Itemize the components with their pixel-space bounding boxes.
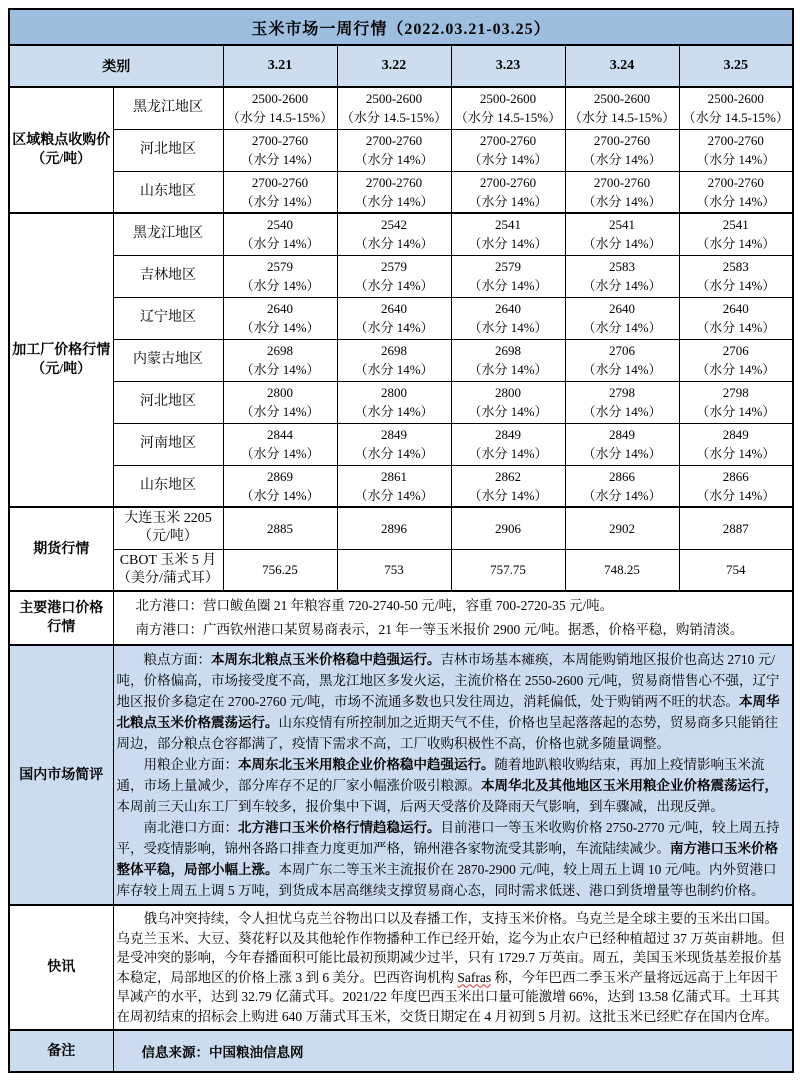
factory-price-value-cell xyxy=(223,255,337,297)
factory-price-value-cell xyxy=(565,213,679,255)
moisture-note: （水分 14%） xyxy=(354,236,434,252)
moisture-note: （水分 14%） xyxy=(582,404,662,419)
moisture-note: （水分 14%） xyxy=(582,320,662,335)
moisture-note: （水分 14%） xyxy=(240,446,320,461)
factory-price-row-name xyxy=(113,213,223,255)
factory-price-row xyxy=(9,255,793,297)
factory-price-value-cell xyxy=(223,339,337,381)
section-factory-price xyxy=(9,213,793,507)
moisture-note: （水分 14%） xyxy=(696,193,776,209)
text-run: 本周东北粮点玉米价格稳中趋强运行。 xyxy=(211,652,441,667)
section-futures xyxy=(9,507,793,591)
price-value: 2849 xyxy=(495,427,521,442)
moisture-note: （水分 14%） xyxy=(582,446,662,461)
section-remark xyxy=(9,1030,793,1072)
text-run: 本周华北及其他地区玉米用粮企业价格震荡运行， xyxy=(481,778,778,793)
text-line: 行情 xyxy=(47,620,76,635)
row-name-line: 山东地区 xyxy=(140,183,196,199)
text-run: 吉林市场基本瘫痪，本周能购销地区报价也高达 2710 元/吨，价格偏高，市场接受度不高，黑龙江地区多发火运，主流价格在 2550-2600 元/吨，贸易商惜售心不强，辽宁地区报价多稳定在 2700-2760 元/吨，市场不流通多数也只发往周边，消耗偏低，处于购销两不旺的状态。 xyxy=(116,652,780,709)
factory-price-value-cell xyxy=(565,339,679,381)
price-value: 2640 xyxy=(722,301,749,316)
moisture-note: （水分 14%） xyxy=(468,446,548,461)
region-purchase-value-cell xyxy=(565,129,679,171)
price-value: 2700-2760 xyxy=(707,133,764,148)
region-purchase-value-cell xyxy=(679,129,793,171)
column-header-row xyxy=(9,45,793,87)
review-paragraph-ports xyxy=(117,817,790,901)
text-run: 用粮企业方面： xyxy=(143,757,238,772)
region-purchase-row-name xyxy=(113,129,223,171)
region-purchase-value-cell xyxy=(679,87,793,129)
factory-price-value-cell xyxy=(337,423,451,465)
text-run: 称，今年巴西二季玉米产量将远远高于上年因干旱减产的水平，达到 32.79 亿蒲式耳。2021/22 年度巴西玉米出口量可能激增 66%，达到 13.58 亿蒲式耳。土耳其在周初结束的招标会上购进 640 万蒲式耳玉米，交货日期定在 4 月初到 5 月初。这批玉米已经贮存在国内仓库。 xyxy=(116,969,780,1024)
factory-price-value-cell xyxy=(451,423,565,465)
price-value: 756.25 xyxy=(262,562,298,578)
price-value: 2700-2760 xyxy=(251,133,309,148)
price-value: 2640 xyxy=(609,301,635,316)
row-name-line: CBOT 玉米 5 月 xyxy=(119,552,217,568)
moisture-note: （水分 14%） xyxy=(354,362,434,377)
factory-price-row xyxy=(9,297,793,339)
factory-price-value-cell xyxy=(223,297,337,339)
text-run: 粮点方面： xyxy=(143,652,211,667)
ports-price-text xyxy=(113,591,793,645)
price-value: 2902 xyxy=(609,520,635,536)
futures-value-cell xyxy=(565,549,679,591)
section-label-line: 加工厂价格行情 xyxy=(12,343,111,358)
region-purchase-value-cell xyxy=(223,171,337,213)
row-name-line: 内蒙古地区 xyxy=(133,352,203,367)
section-news xyxy=(9,905,793,1030)
price-value: 2706 xyxy=(609,343,635,358)
region-purchase-label xyxy=(9,87,113,213)
text-run: 山东疫情有所控制加之近期天气不佳，价格也呈起落落起的态势，贸易商多只能销往周边，部分粮点仓容都满了，疫情下需求不高，工厂收购积极性不高，价格也就多随量调整。 xyxy=(116,715,778,751)
moisture-note: （水分 14%） xyxy=(696,487,776,503)
price-value: 2698 xyxy=(495,343,521,358)
futures-value-cell xyxy=(223,549,337,591)
moisture-note: （水分 14.5-15%） xyxy=(226,110,334,126)
price-value: 2541 xyxy=(495,217,521,233)
factory-price-row xyxy=(9,381,793,423)
price-value: 2700-2760 xyxy=(479,174,537,190)
factory-price-value-cell xyxy=(679,423,793,465)
price-value: 2798 xyxy=(722,385,749,400)
page-title: 玉米市场一周行情（2022.03.21-03.25） xyxy=(9,9,793,45)
futures-value-cell xyxy=(679,549,793,591)
moisture-note: （水分 14%） xyxy=(354,404,434,419)
price-value: 2885 xyxy=(267,520,293,536)
price-value: 2700-2760 xyxy=(479,133,537,148)
price-value: 2700-2760 xyxy=(593,133,651,148)
factory-price-value-cell xyxy=(223,423,337,465)
price-value: 2800 xyxy=(267,385,293,400)
futures-value-cell xyxy=(223,507,337,549)
moisture-note: （水分 14%） xyxy=(696,278,776,293)
price-value: 2869 xyxy=(267,468,293,484)
moisture-note: （水分 14%） xyxy=(354,193,434,209)
moisture-note: （水分 14%） xyxy=(354,446,434,461)
factory-price-value-cell xyxy=(679,339,793,381)
factory-price-value-cell xyxy=(337,465,451,507)
factory-price-value-cell xyxy=(679,255,793,297)
price-value: 2896 xyxy=(381,520,407,536)
category-header: 类别 xyxy=(9,45,223,87)
region-purchase-value-cell xyxy=(451,87,565,129)
text-line: 南方港口：广西钦州港口某贸易商表示，21 年一等玉米报价 2900 元/吨。据悉，价格平稳，购销清淡。 xyxy=(135,622,744,637)
ports-section-label xyxy=(9,591,113,645)
price-value: 748.25 xyxy=(604,562,640,578)
moisture-note: （水分 14%） xyxy=(582,278,662,293)
text-run: 本周华北粮点玉米价格震荡运行。 xyxy=(116,694,780,730)
price-value: 2698 xyxy=(381,343,407,358)
factory-price-value-cell xyxy=(451,255,565,297)
text-run: 目前港口一等玉米收购价格 2750-2770 元/吨，较上周五持平，受疫情影响，锦州各路口排查力度更加严格，锦州港各家物流受其影响，车流陆续减少。 xyxy=(116,820,780,856)
row-name-line: （美分/蒲式耳） xyxy=(117,570,219,586)
moisture-note: （水分 14%） xyxy=(696,320,776,335)
price-value: 2866 xyxy=(722,468,749,484)
remark-section-label: 备注 xyxy=(9,1030,113,1072)
text-run: 南方港口玉米价格整体平稳，局部小幅上涨。 xyxy=(116,841,778,877)
price-value: 753 xyxy=(384,562,404,578)
text-line: 主要港口价格 xyxy=(19,601,104,616)
section-domestic-review xyxy=(9,645,793,905)
region-purchase-value-cell xyxy=(451,171,565,213)
text-run: 随着地趴粮收购结束，再加上疫情影响玉米流通，市场上量减少，部分库存不足的厂家小幅涨价吸引粮源。 xyxy=(116,757,765,793)
moisture-note: （水分 14%） xyxy=(696,152,776,167)
region-purchase-row xyxy=(9,129,793,171)
moisture-note: （水分 14%） xyxy=(468,152,548,167)
price-value: 2579 xyxy=(267,259,293,274)
price-value: 2700-2760 xyxy=(365,174,423,190)
price-value: 2849 xyxy=(609,427,635,442)
price-value: 2849 xyxy=(722,427,749,442)
factory-price-row xyxy=(9,213,793,255)
moisture-note: （水分 14%） xyxy=(354,278,434,293)
factory-price-value-cell xyxy=(337,255,451,297)
price-value: 2579 xyxy=(381,259,407,274)
factory-price-row-name xyxy=(113,465,223,507)
factory-price-row xyxy=(9,465,793,507)
price-value: 2579 xyxy=(495,259,521,274)
region-purchase-value-cell xyxy=(337,171,451,213)
price-value: 2906 xyxy=(495,520,521,536)
factory-price-value-cell xyxy=(565,297,679,339)
futures-value-cell xyxy=(451,549,565,591)
moisture-note: （水分 14%） xyxy=(240,487,320,503)
factory-price-value-cell xyxy=(223,381,337,423)
price-value: 2798 xyxy=(609,385,635,400)
row-name-line: 黑龙江地区 xyxy=(133,100,203,116)
factory-price-value-cell xyxy=(679,213,793,255)
factory-price-value-cell xyxy=(565,381,679,423)
moisture-note: （水分 14.5-15%） xyxy=(682,110,789,126)
futures-label xyxy=(9,507,113,591)
price-value: 2800 xyxy=(381,385,407,400)
date-column-header: 3.24 xyxy=(565,45,679,87)
factory-price-value-cell xyxy=(337,339,451,381)
factory-price-value-cell xyxy=(679,297,793,339)
news-paragraph xyxy=(117,909,790,1026)
text-run: Safras xyxy=(457,969,492,985)
moisture-note: （水分 14%） xyxy=(696,404,776,419)
text-run: 北方港口玉米价格行情趋稳运行。 xyxy=(238,820,441,835)
price-value: 2640 xyxy=(267,301,293,316)
section-ports xyxy=(9,591,793,645)
text-run: 本周东北玉米用粮企业价格稳中趋强运行。 xyxy=(238,757,495,772)
moisture-note: （水分 14%） xyxy=(468,320,548,335)
factory-price-row-name xyxy=(113,339,223,381)
date-column-header: 3.21 xyxy=(223,45,337,87)
moisture-note: （水分 14%） xyxy=(468,278,548,293)
section-label-line: 期货行情 xyxy=(33,541,90,557)
review-paragraph-liangdian xyxy=(117,649,790,754)
price-value: 2866 xyxy=(609,468,635,484)
moisture-note: （水分 14%） xyxy=(240,278,320,293)
futures-row xyxy=(9,507,793,549)
row-name-line: 河北地区 xyxy=(140,394,196,409)
region-purchase-value-cell xyxy=(565,87,679,129)
date-column-header: 3.25 xyxy=(679,45,793,87)
futures-value-cell xyxy=(679,507,793,549)
text-run: 俄乌冲突持续，令人担忧乌克兰谷物出口以及春播工作，支持玉米价格。乌克兰是全球主要的玉米出口国。乌克兰玉米、大豆、葵花籽以及其他轮作作物播种工作已经开始，迄今为止农户已经种植超过 37 万英亩耕地。但是受冲突的影响，今年春播面积可能比最初预期减少过半，只有 1729.7 万英亩。周五，美国玉米现货基差报价基本稳定，局部地区的价格上涨 3 到 6 美分。巴西咨询机构 xyxy=(116,911,785,985)
corn-market-weekly-table xyxy=(8,8,794,1073)
text-run: 南北港口方面： xyxy=(143,820,238,835)
region-purchase-value-cell xyxy=(679,171,793,213)
section-label-line: （元/吨） xyxy=(31,152,92,167)
price-value: 2500-2600 xyxy=(479,91,537,107)
moisture-note: （水分 14%） xyxy=(468,193,548,209)
price-value: 2500-2600 xyxy=(707,91,764,107)
factory-price-value-cell xyxy=(679,465,793,507)
region-purchase-row-name xyxy=(113,171,223,213)
moisture-note: （水分 14%） xyxy=(354,487,434,503)
row-name-line: 吉林地区 xyxy=(140,268,196,283)
moisture-note: （水分 14%） xyxy=(354,320,434,335)
row-name-line: 黑龙江地区 xyxy=(133,226,203,242)
moisture-note: （水分 14%） xyxy=(240,362,320,377)
factory-price-value-cell xyxy=(565,255,679,297)
region-purchase-value-cell xyxy=(223,87,337,129)
factory-price-value-cell xyxy=(565,465,679,507)
price-value: 2541 xyxy=(722,217,749,233)
date-column-header: 3.23 xyxy=(451,45,565,87)
factory-price-value-cell xyxy=(451,381,565,423)
region-purchase-value-cell xyxy=(565,171,679,213)
section-label-line: （元/吨） xyxy=(31,362,92,377)
row-name-line: 大连玉米 2205 xyxy=(124,511,212,527)
moisture-note: （水分 14%） xyxy=(582,193,662,209)
price-value: 2700-2760 xyxy=(365,133,423,148)
price-value: 2700-2760 xyxy=(593,174,651,190)
price-value: 2700-2760 xyxy=(707,174,764,190)
price-value: 2861 xyxy=(381,468,407,484)
price-value: 2540 xyxy=(267,217,293,233)
moisture-note: （水分 14%） xyxy=(468,404,548,419)
futures-row-name xyxy=(113,549,223,591)
factory-price-value-cell xyxy=(223,213,337,255)
row-name-line: 山东地区 xyxy=(140,477,196,493)
price-value: 2542 xyxy=(381,217,407,233)
price-value: 2500-2600 xyxy=(593,91,651,107)
factory-price-value-cell xyxy=(223,465,337,507)
factory-price-value-cell xyxy=(451,297,565,339)
moisture-note: （水分 14%） xyxy=(696,236,776,252)
price-value: 2500-2600 xyxy=(251,91,309,107)
factory-price-value-cell xyxy=(337,381,451,423)
review-paragraph-enterprise xyxy=(117,754,790,817)
factory-price-value-cell xyxy=(565,423,679,465)
price-value: 2583 xyxy=(722,259,749,274)
moisture-note: （水分 14.5-15%） xyxy=(340,110,448,126)
factory-price-value-cell xyxy=(451,213,565,255)
moisture-note: （水分 14%） xyxy=(240,152,320,167)
row-name-line: （元/吨） xyxy=(138,529,198,545)
price-value: 2640 xyxy=(381,301,407,316)
factory-price-row xyxy=(9,339,793,381)
factory-price-value-cell xyxy=(337,297,451,339)
moisture-note: （水分 14%） xyxy=(582,236,662,252)
news-section-label: 快讯 xyxy=(9,905,113,1030)
futures-value-cell xyxy=(337,507,451,549)
price-value: 2706 xyxy=(722,343,749,358)
moisture-note: （水分 14%） xyxy=(240,236,320,252)
region-purchase-value-cell xyxy=(337,129,451,171)
moisture-note: （水分 14%） xyxy=(582,152,662,167)
price-value: 754 xyxy=(726,562,746,578)
factory-price-row-name xyxy=(113,297,223,339)
moisture-note: （水分 14%） xyxy=(240,193,320,209)
region-purchase-value-cell xyxy=(223,129,337,171)
moisture-note: （水分 14%） xyxy=(468,236,548,252)
factory-price-row-name xyxy=(113,423,223,465)
price-value: 2887 xyxy=(722,520,749,536)
moisture-note: （水分 14%） xyxy=(468,362,548,377)
news-text xyxy=(113,905,793,1030)
factory-price-row xyxy=(9,423,793,465)
futures-value-cell xyxy=(337,549,451,591)
row-name-line: 河北地区 xyxy=(140,142,196,157)
region-purchase-row-name xyxy=(113,87,223,129)
row-name-line: 河南地区 xyxy=(140,436,196,451)
date-column-header: 3.22 xyxy=(337,45,451,87)
review-section-label: 国内市场简评 xyxy=(9,645,113,905)
section-label-line: 区域粮点收购价 xyxy=(12,133,111,148)
futures-value-cell xyxy=(565,507,679,549)
price-value: 2640 xyxy=(495,301,521,316)
moisture-note: （水分 14%） xyxy=(696,362,776,377)
price-value: 2583 xyxy=(609,259,635,274)
factory-price-value-cell xyxy=(451,339,565,381)
row-name-line: 辽宁地区 xyxy=(140,310,196,325)
price-value: 2844 xyxy=(267,427,293,442)
factory-price-label xyxy=(9,213,113,507)
text-line: 北方港口：营口鲅鱼圈 21 年粮容重 720-2740-50 元/吨，容重 700-2720-35 元/吨。 xyxy=(135,598,614,613)
moisture-note: （水分 14%） xyxy=(468,487,548,503)
moisture-note: （水分 14%） xyxy=(696,446,776,461)
factory-price-value-cell xyxy=(679,381,793,423)
price-value: 2698 xyxy=(267,343,293,358)
futures-row-name xyxy=(113,507,223,549)
moisture-note: （水分 14.5-15%） xyxy=(454,110,562,126)
factory-price-value-cell xyxy=(451,465,565,507)
title-row xyxy=(9,9,793,45)
price-value: 2700-2760 xyxy=(251,174,309,190)
price-value: 2500-2600 xyxy=(365,91,423,107)
price-value: 2849 xyxy=(381,427,407,442)
moisture-note: （水分 14%） xyxy=(354,152,434,167)
info-source-text: 信息来源：中国粮油信息网 xyxy=(113,1030,793,1072)
moisture-note: （水分 14%） xyxy=(582,487,662,503)
futures-row xyxy=(9,549,793,591)
factory-price-row-name xyxy=(113,255,223,297)
price-value: 2541 xyxy=(609,217,635,233)
price-value: 757.75 xyxy=(490,562,526,578)
review-text xyxy=(113,645,793,905)
price-value: 2800 xyxy=(495,385,521,400)
region-purchase-value-cell xyxy=(337,87,451,129)
region-purchase-value-cell xyxy=(451,129,565,171)
text-run: 本周广东二等玉米主流报价在 2870-2900 元/吨，较上周五上调 10 元/吨。内外贸港口库存较上周五上调 5 万吨，到货成本居高继续支撑贸易商心态，同时需求低迷、港口到货增量等也制约价格。 xyxy=(116,862,777,898)
factory-price-value-cell xyxy=(337,213,451,255)
text-run: 本周前三天山东工厂到车较多，报价集中下调，后两天受落价及降雨天气影响，到车骤减，出现反弹。 xyxy=(116,799,724,814)
futures-value-cell xyxy=(451,507,565,549)
price-value: 2862 xyxy=(495,468,521,484)
region-purchase-row xyxy=(9,171,793,213)
moisture-note: （水分 14.5-15%） xyxy=(568,110,676,126)
section-region-purchase xyxy=(9,87,793,213)
moisture-note: （水分 14%） xyxy=(240,404,320,419)
factory-price-row-name xyxy=(113,381,223,423)
moisture-note: （水分 14%） xyxy=(240,320,320,335)
region-purchase-row xyxy=(9,87,793,129)
moisture-note: （水分 14%） xyxy=(582,362,662,377)
